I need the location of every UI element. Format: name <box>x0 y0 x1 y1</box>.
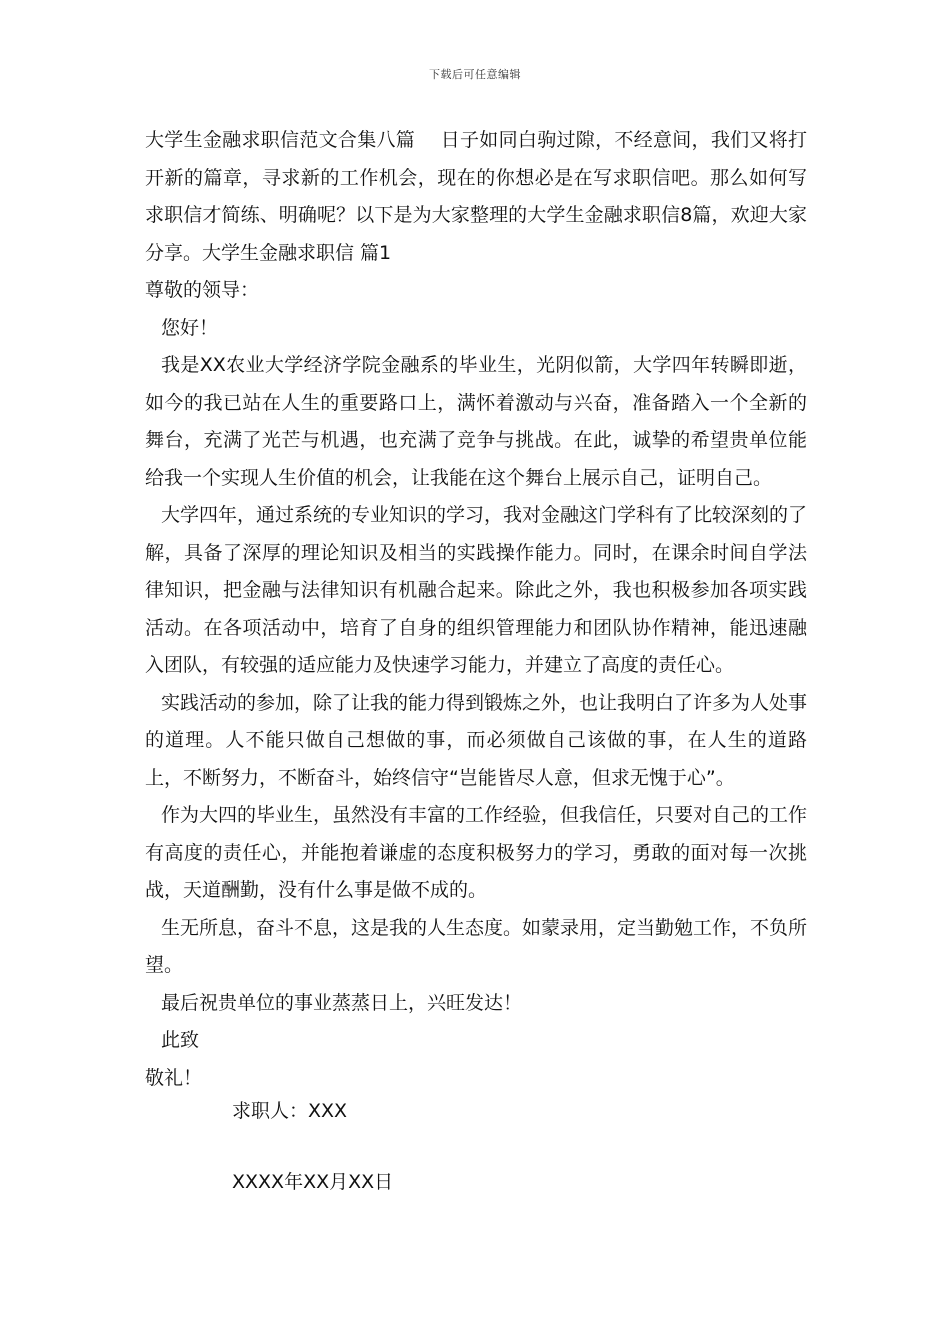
closing-salute: 敬礼！ <box>145 1066 203 1089</box>
signature-date: XXXX年XX月XX日 <box>232 1171 394 1193</box>
greeting: 您好！ <box>161 316 219 339</box>
body-paragraph: 大学四年，通过系统的专业知识的学习，我对金融这门学科有了比较深刻的了解，具备了深厚的理论知识及相当的实践操作能力。同时，在课余时间自学法律知识，把金融与法律知识有机融合起来。除此之外，我也积极参加各项实践活动。在各项活动中，培育了自身的组织管理能力和团队协作精神，能迅速融入团队，有较强的适应能力及快速学习能力，并建立了高度的责任心。 <box>145 504 808 676</box>
body-paragraph: 生无所息，奋斗不息，这是我的人生态度。如蒙录用，定当勤勉工作，不负所望。 <box>145 916 808 976</box>
signature: 求职人：XXX <box>232 1100 348 1122</box>
body-paragraph: 实践活动的参加，除了让我的能力得到锻炼之外，也让我明白了许多为人处事的道理。人不能只做自己想做的事，而必须做自己该做的事，在人生的道路上，不断努力，不断奋斗，始终信守“岂能皆尽人意，但求无愧于心”。 <box>145 691 808 789</box>
salutation: 尊敬的领导： <box>145 279 260 301</box>
body-paragraph: 最后祝贵单位的事业蒸蒸日上，兴旺发达！ <box>161 991 523 1014</box>
intro-paragraph: 大学生金融求职信范文合集八篇 日子如同白驹过隙，不经意间，我们又将打开新的篇章，寻求新的工作机会，现在的你想必是在写求职信吧。那么如何写求职信才简练、明确呢？以下是为大家整理的大学生金融求职信8篇，欢迎大家分享。大学生金融求职信 篇1 <box>145 129 807 264</box>
closing-line: 此致 <box>161 1029 200 1051</box>
header-note: 下载后可任意编辑 <box>429 68 521 81</box>
body-paragraph: 我是XX农业大学经济学院金融系的毕业生，光阴似箭，大学四年转瞬即逝，如今的我已站在人生的重要路口上，满怀着激动与兴奋，准备踏入一个全新的舞台，充满了光芒与机遇，也充满了竞争与挑战。在此，诚挚的希望贵单位能给我一个实现人生价值的机会，让我能在这个舞台上展示自己，证明自己。 <box>145 354 807 489</box>
body-paragraph: 作为大四的毕业生，虽然没有丰富的工作经验，但我信任，只要对自己的工作有高度的责任心，并能抱着谦虚的态度积极努力的学习，勇敢的面对每一次挑战，天道酬勤，没有什么事是做不成的。 <box>145 804 808 901</box>
letter-body <box>145 122 807 1097</box>
